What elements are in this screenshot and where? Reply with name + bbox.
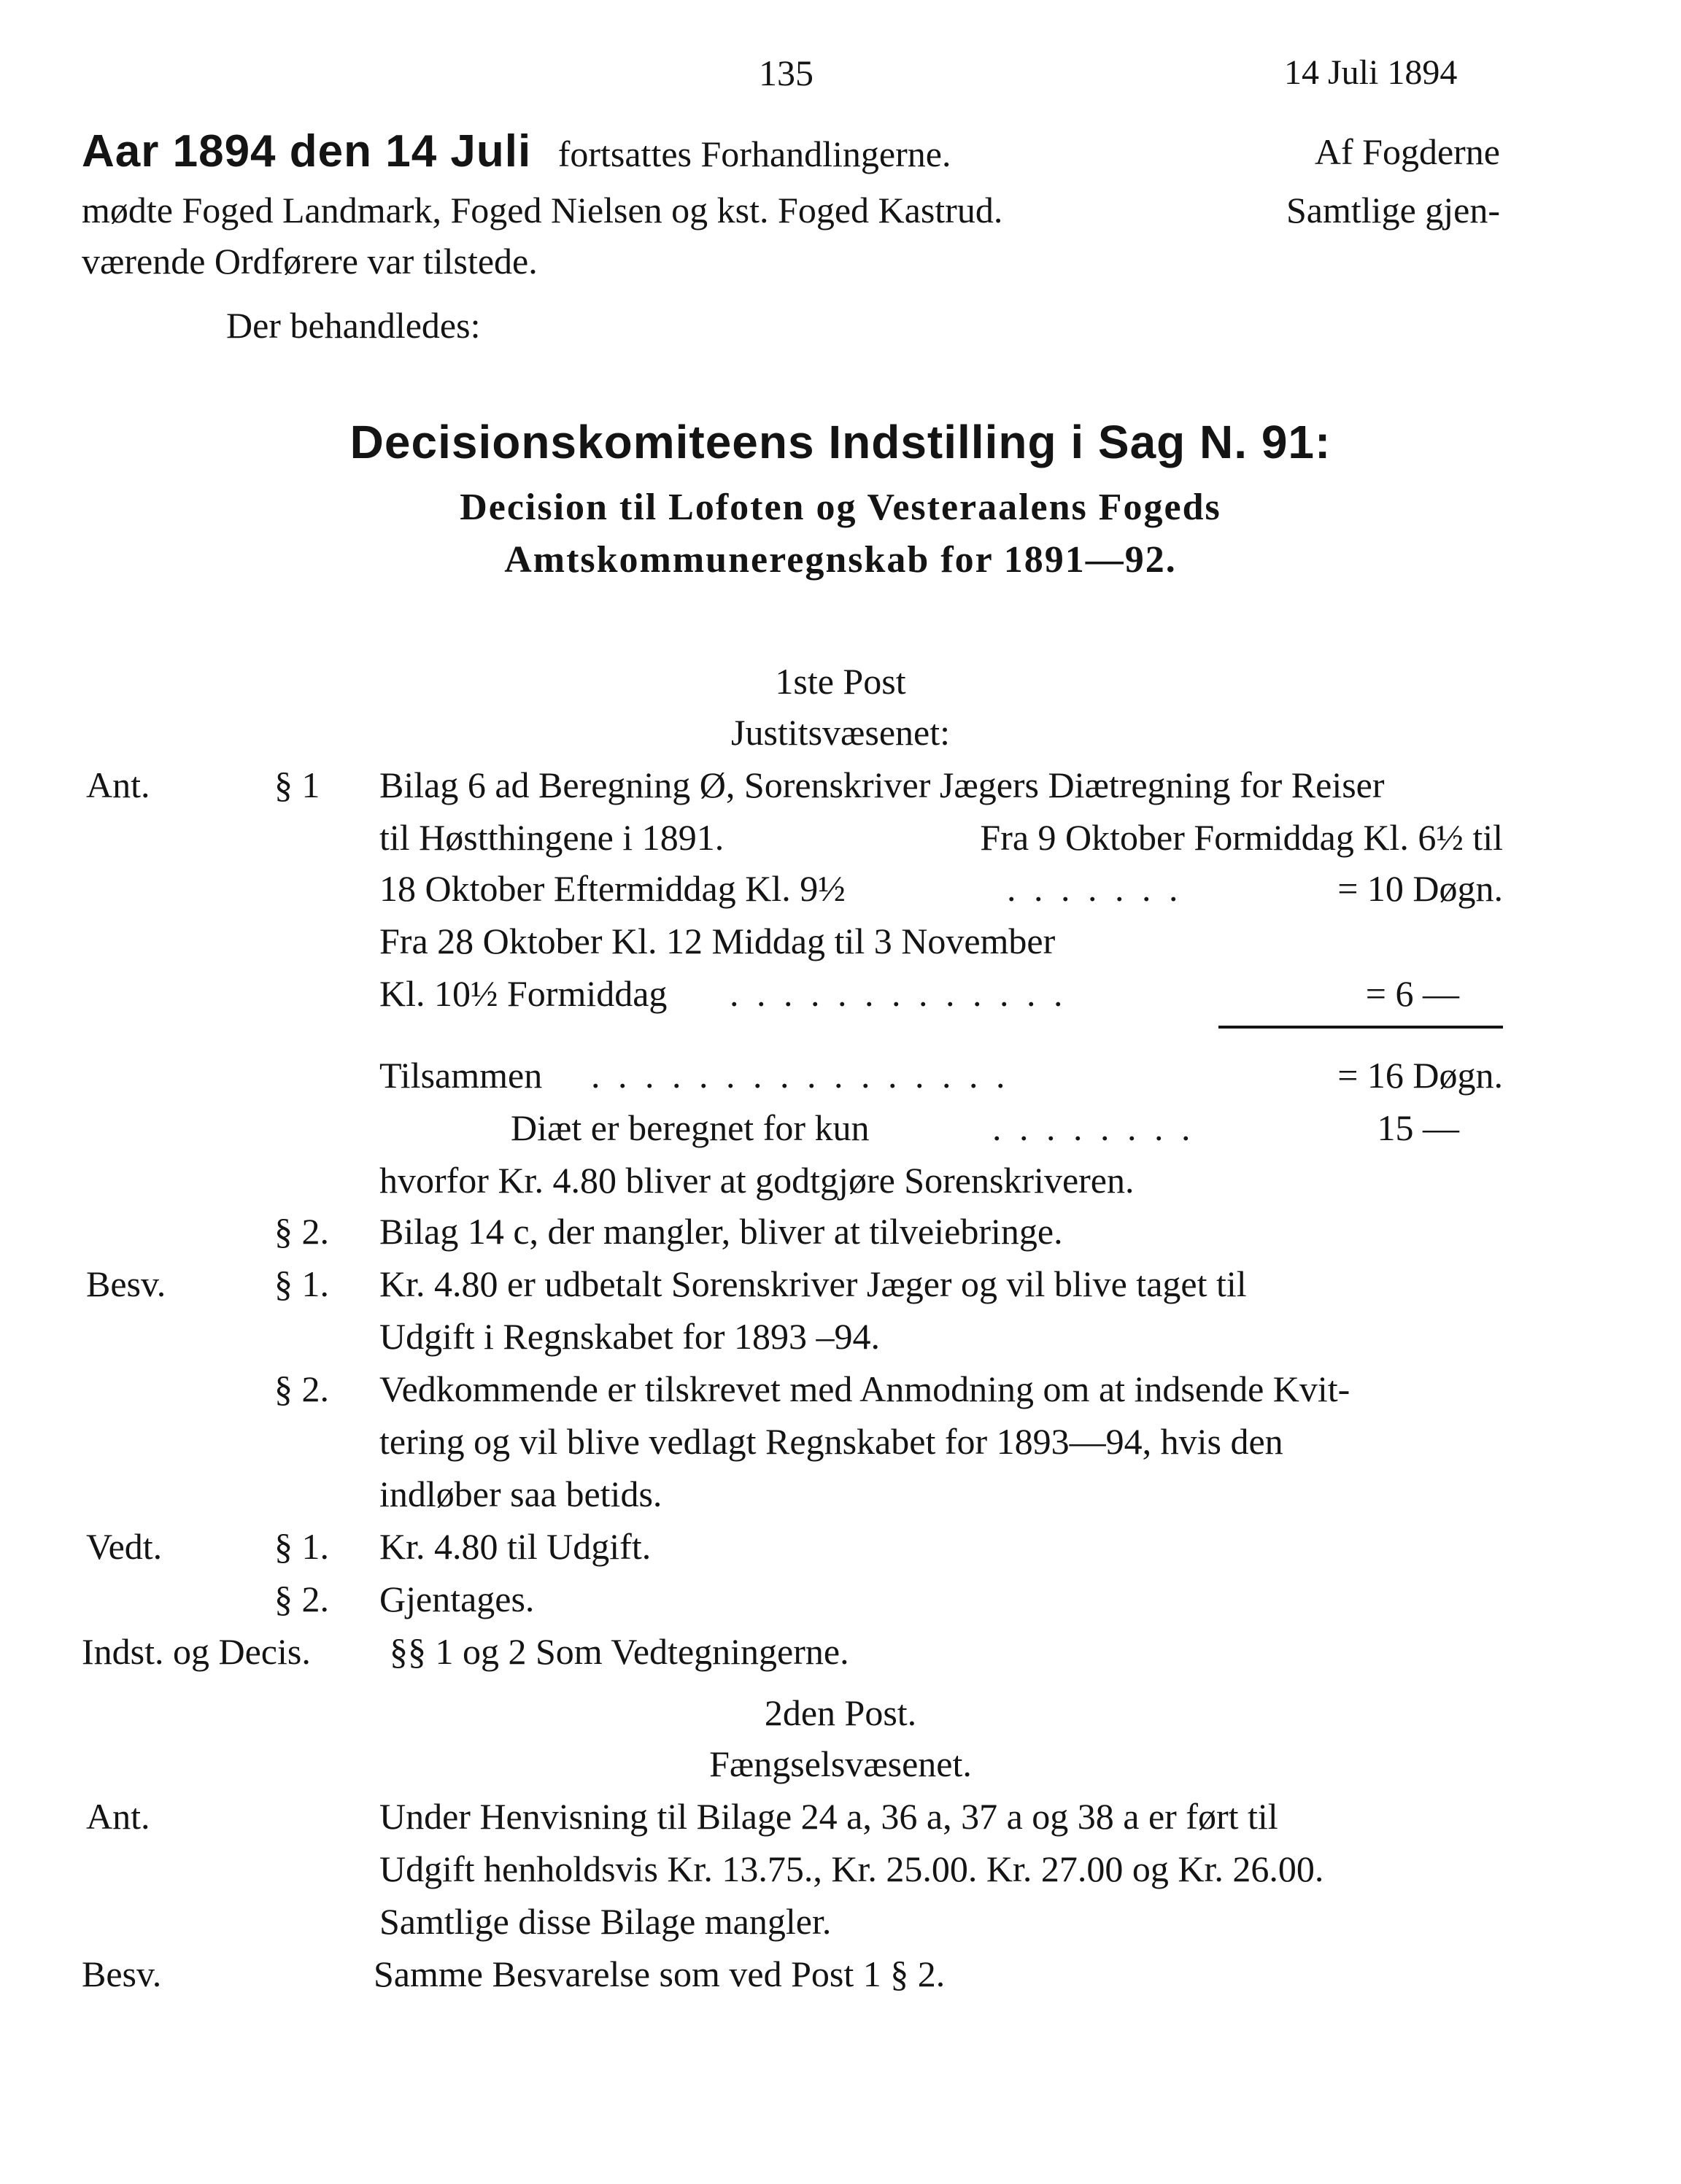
intro-line-4: Der behandledes: <box>226 305 481 346</box>
post2-ant-label: Ant. <box>86 1796 150 1837</box>
ant-line-1: Bilag 6 ad Beregning Ø, Sorenskriver Jægers Diætregning for Reiser <box>379 764 1385 805</box>
besv-s1-line-2: Udgift i Regnskabet for 1893 –94. <box>379 1316 881 1357</box>
post2-ant-line-1: Under Henvisning til Bilage 24 a, 36 a, 37 a og 38 a er ført til <box>379 1796 1278 1837</box>
vedt-s2-text: Gjentages. <box>379 1579 535 1619</box>
post2-ant-line-2: Udgift henholdsvis Kr. 13.75., Kr. 25.00. Kr. 27.00 og Kr. 26.00. <box>379 1848 1324 1889</box>
section-marker: § 1 <box>274 764 320 805</box>
post2-title: 2den Post. <box>764 1692 917 1733</box>
post2-ant-line-3: Samtlige disse Bilage mangler. <box>379 1901 832 1942</box>
vedt-s1-text: Kr. 4.80 til Udgift. <box>379 1526 652 1567</box>
intro-line-1: Aar 1894 den 14 Juli fortsattes Forhandlingerne. Af Fogderne <box>82 126 1500 177</box>
post1-subtitle: Justitsvæsenet: <box>730 712 951 753</box>
ant-line-4: Fra 28 Oktober Kl. 12 Middag til 3 November <box>379 921 1056 961</box>
page-date: 14 Juli 1894 <box>1284 53 1458 92</box>
besv-s2-line-2: tering og vil blive vedlagt Regnskabet for 1893—94, hvis den <box>379 1421 1283 1462</box>
post2-besv-text: Samme Besvarelse som ved Post 1 § 2. <box>374 1953 946 1994</box>
sub-heading-2: Amtskommuneregnskab for 1891—92. <box>504 539 1177 581</box>
main-heading: Decisionskomiteens Indstilling i Sag N. 91: <box>349 416 1332 468</box>
intro-line-2: mødte Foged Landmark, Foged Nielsen og kst. Foged Kastrud. Samtlige gjen- <box>82 190 1500 231</box>
ant-line-5: Kl. 10½ Formiddag . . . . . . . . . . . . . = 6 — <box>379 973 1459 1014</box>
indst-label: Indst. og Decis. <box>82 1631 311 1672</box>
besv-s2-line-1: Vedkommende er tilskrevet med Anmodning om at indsende Kvit- <box>379 1368 1350 1409</box>
section-marker: § 2. <box>274 1579 329 1619</box>
sum-rule <box>1218 1026 1503 1029</box>
ant-line-3: 18 Oktober Eftermiddag Kl. 9½ . . . . . . . = 10 Døgn. <box>379 868 1503 909</box>
hvorfor-line: hvorfor Kr. 4.80 bliver at godtgjøre Sorenskriveren. <box>379 1160 1135 1201</box>
section-marker: § 1. <box>274 1263 329 1304</box>
diaet-line: Diæt er beregnet for kun . . . . . . . . 15 — <box>511 1107 1459 1148</box>
post2-besv-label: Besv. <box>82 1953 162 1994</box>
sum-line: Tilsammen . . . . . . . . . . . . . . . . = 16 Døgn. <box>379 1055 1503 1096</box>
besv-label: Besv. <box>86 1263 166 1304</box>
indst-text: §§ 1 og 2 Som Vedtegningerne. <box>390 1631 849 1672</box>
besv-s2-line-3: indløber saa betids. <box>379 1474 662 1514</box>
post2-subtitle: Fængselsvæsenet. <box>709 1743 972 1784</box>
vedt-label: Vedt. <box>86 1526 163 1567</box>
section-marker: § 2. <box>274 1211 329 1252</box>
s2-text: Bilag 14 c, der mangler, bliver at tilveiebringe. <box>379 1211 1063 1252</box>
besv-s1-line-1: Kr. 4.80 er udbetalt Sorenskriver Jæger og vil blive taget til <box>379 1263 1247 1304</box>
sub-heading-1: Decision til Lofoten og Vesteraalens Fogeds <box>460 487 1221 528</box>
page-number: 135 <box>759 53 814 93</box>
intro-line-3: værende Ordførere var tilstede. <box>82 241 538 282</box>
ant-label: Ant. <box>86 764 150 805</box>
section-marker: § 1. <box>274 1526 329 1567</box>
post1-title: 1ste Post <box>775 661 906 702</box>
intro-lead: Aar 1894 den 14 Juli <box>82 126 532 177</box>
ant-line-2: til Høstthingene i 1891. Fra 9 Oktober Formiddag Kl. 6½ til <box>379 817 1503 858</box>
section-marker: § 2. <box>274 1368 329 1409</box>
